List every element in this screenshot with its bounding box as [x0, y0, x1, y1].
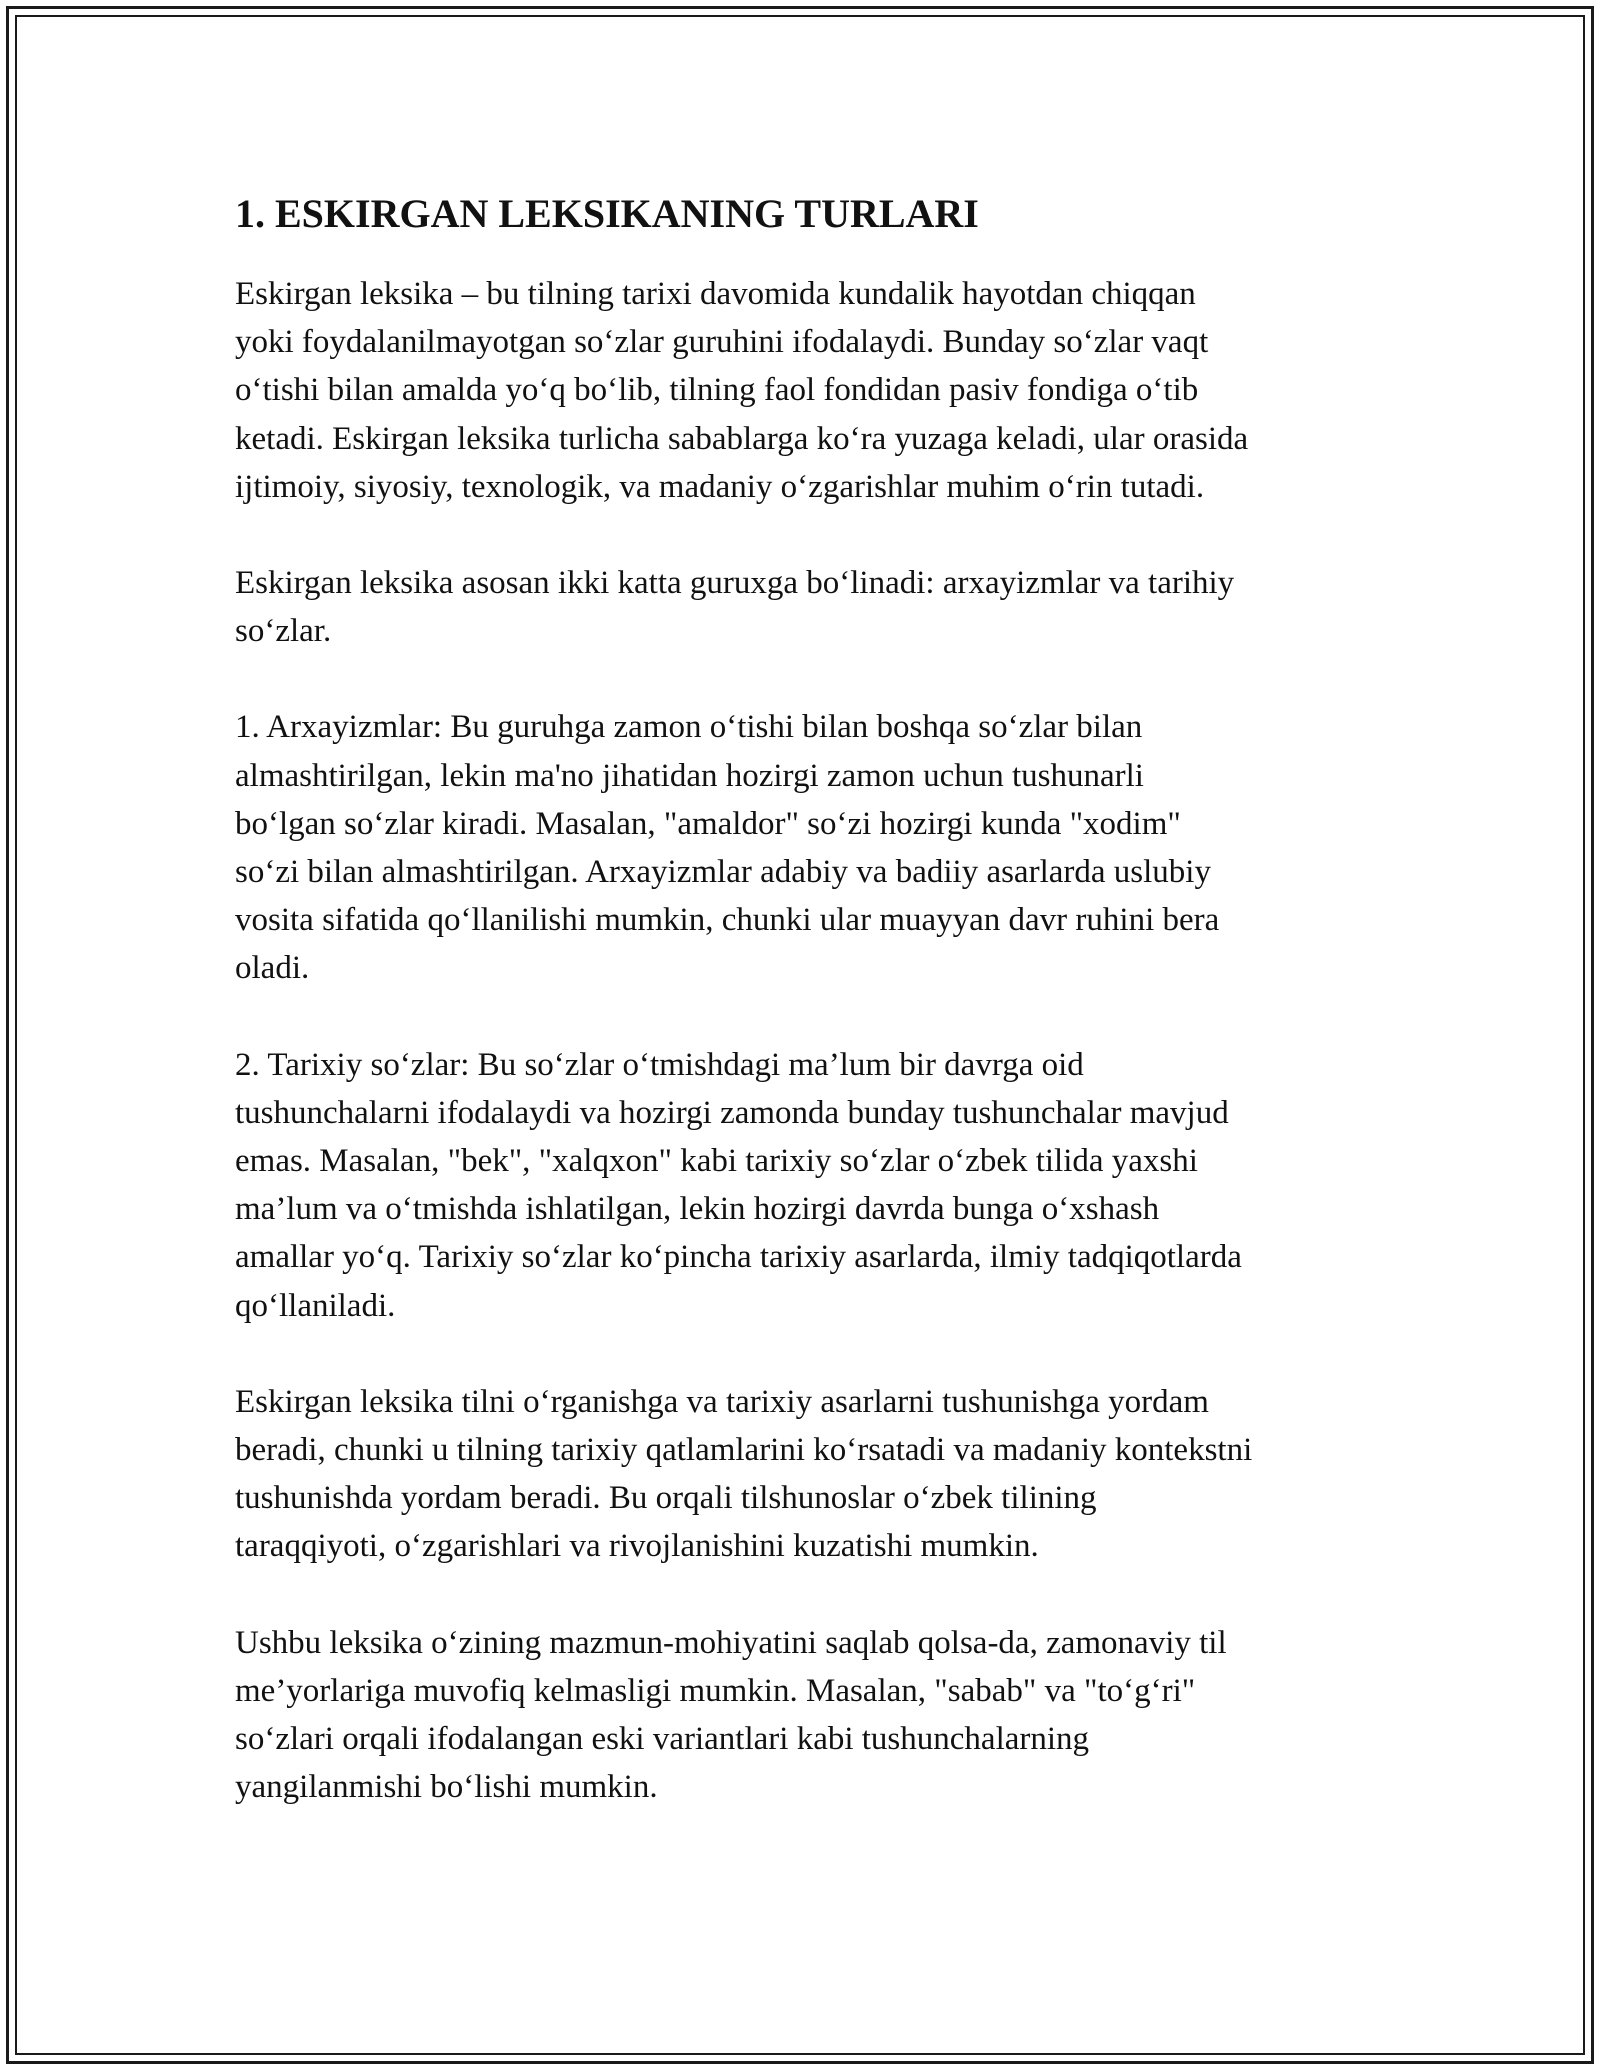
paragraph — [235, 1378, 1375, 1571]
paragraph-line: qo‘llaniladi. — [235, 1287, 396, 1324]
paragraph-line: tushunchalarni ifodalaydi va hozirgi zamonda bunday tushunchalar mavjud — [235, 1094, 1229, 1131]
paragraph-list — [235, 270, 1375, 1811]
paragraph — [235, 1041, 1375, 1330]
paragraph-line: taraqqiyoti, o‘zgarishlari va rivojlanishini kuzatishi mumkin. — [235, 1528, 1039, 1565]
paragraph-line: Eskirgan leksika asosan ikki katta guruxga bo‘linadi: arxayizmlar va tarihiy — [235, 565, 1235, 602]
paragraph-line: ketadi. Eskirgan leksika turlicha sabablarga ko‘ra yuzaga keladi, ular orasida — [235, 420, 1249, 457]
page-title: 1. ESKIRGAN LEKSIKANING TURLARI — [235, 191, 979, 236]
paragraph-line: Eskirgan leksika tilni o‘rganishga va tarixiy asarlarni tushunishga yordam — [235, 1383, 1209, 1420]
paragraph-line: almashtirilgan, lekin ma'no jihatidan hozirgi zamon uchun tushunarli — [235, 757, 1144, 794]
paragraph-line: so‘zi bilan almashtirilgan. Arxayizmlar adabiy va badiiy asarlarda uslubiy — [235, 854, 1211, 891]
paragraph-line: oladi. — [235, 950, 310, 987]
paragraph-line: amallar yo‘q. Tarixiy so‘zlar ko‘pincha tarixiy asarlarda, ilmiy tadqiqotlarda — [235, 1239, 1242, 1276]
paragraph-line: emas. Masalan, "bek", "xalqxon" kabi tarixiy so‘zlar o‘zbek tilida yaxshi — [235, 1143, 1198, 1180]
paragraph-line: so‘zlari orqali ifodalangan eski variantlari kabi tushunchalarning — [235, 1721, 1090, 1758]
paragraph-line: yoki foydalanilmayotgan so‘zlar guruhini ifodalaydi. Bunday so‘zlar vaqt — [235, 324, 1209, 361]
paragraph-line: ma’lum va o‘tmishda ishlatilgan, lekin hozirgi davrda bunga o‘xshash — [235, 1191, 1160, 1228]
paragraph-line: 1. Arxayizmlar: Bu guruhga zamon o‘tishi bilan boshqa so‘zlar bilan — [235, 709, 1143, 746]
paragraph-line: me’yorlariga muvofiq kelmasligi mumkin. Masalan, "sabab" va "to‘g‘ri" — [235, 1672, 1196, 1709]
paragraph — [235, 703, 1375, 992]
paragraph-line: beradi, chunki u tilning tarixiy qatlamlarini ko‘rsatadi va madaniy kontekstni — [235, 1432, 1253, 1469]
paragraph — [235, 559, 1375, 655]
paragraph — [235, 1619, 1375, 1812]
paragraph-line: tushunishda yordam beradi. Bu orqali tilshunoslar o‘zbek tilining — [235, 1480, 1097, 1517]
paragraph-line: Ushbu leksika o‘zining mazmun-mohiyatini saqlab qolsa-da, zamonaviy til — [235, 1624, 1227, 1661]
paragraph — [235, 270, 1375, 511]
paragraph-line: Eskirgan leksika – bu tilning tarixi davomida kundalik hayotdan chiqqan — [235, 276, 1196, 312]
paragraph-line: o‘tishi bilan amalda yo‘q bo‘lib, tilning faol fondidan pasiv fondiga o‘tib — [235, 372, 1199, 409]
paragraph-line: vosita sifatida qo‘llanilishi mumkin, chunki ular muayyan davr ruhini bera — [235, 902, 1220, 939]
paragraph-line: bo‘lgan so‘zlar kiradi. Masalan, "amaldor" so‘zi hozirgi kunda "xodim" — [235, 805, 1181, 842]
paragraph-line: ijtimoiy, siyosiy, texnologik, va madaniy o‘zgarishlar muhim o‘rin tutadi. — [235, 468, 1205, 505]
paragraph-line: 2. Tarixiy so‘zlar: Bu so‘zlar o‘tmishdagi ma’lum bir davrga oid — [235, 1046, 1084, 1083]
paragraph-line: yangilanmishi bo‘lishi mumkin. — [235, 1769, 658, 1806]
paragraph-line: so‘zlar. — [235, 613, 332, 650]
document-body — [235, 186, 1375, 1859]
